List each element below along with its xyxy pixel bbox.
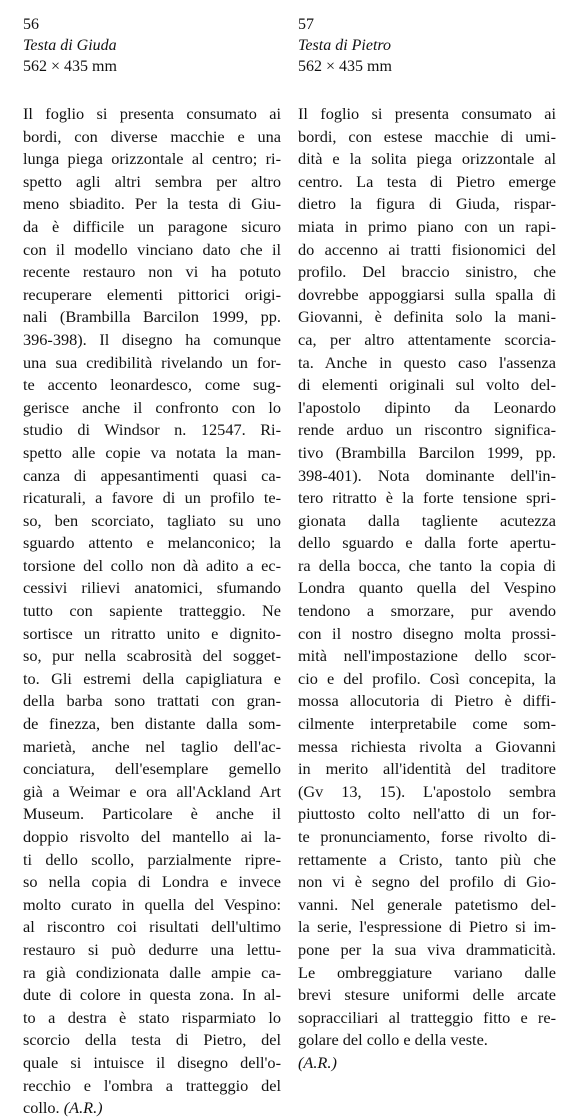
body-line-text: cessivi rilievi anatomici, sfumando xyxy=(23,578,281,598)
body-line xyxy=(298,939,556,962)
body-line-text: rettamente a Cristo, tanto più che xyxy=(298,849,556,869)
body-line xyxy=(23,871,281,894)
body-line xyxy=(298,284,556,307)
body-line-text: do accenno ai tratti fisionomici del xyxy=(298,239,556,259)
body-line-text: ti dello scollo, parzialmente ripre- xyxy=(23,849,281,869)
body-line-text: tutto con sapiente tratteggio. Ne xyxy=(23,601,281,621)
body-line xyxy=(298,713,556,736)
body-line xyxy=(298,1052,556,1075)
entry-title: Testa di Giuda xyxy=(23,37,117,54)
body-line-text: so, pur nella scabrosità del sogget- xyxy=(23,646,281,666)
body-line-text: pone per la sua viva drammaticità. xyxy=(298,939,556,959)
body-line-text: ta. Anche in questo caso l'assenza xyxy=(298,352,556,372)
body-line xyxy=(298,442,556,465)
body-line xyxy=(298,193,556,216)
body-line-text: con il nostro disegno molta prossi- xyxy=(298,623,556,643)
body-line xyxy=(298,984,556,1007)
body-line-text: ricaturali, a favore di un profilo te- xyxy=(23,488,281,508)
body-line xyxy=(23,668,281,691)
body-line-text: centro. La testa di Pietro emerge xyxy=(298,171,556,191)
body-line-text: l'apostolo dipinto da Leonardo xyxy=(298,397,556,417)
catalog-entry-56 xyxy=(23,14,281,1120)
body-line-text: di elementi originali sul volto del- xyxy=(298,375,556,395)
body-line xyxy=(23,645,281,668)
body-line-text: recuperare elementi pittorici origi- xyxy=(23,284,281,304)
body-line xyxy=(298,645,556,668)
body-line xyxy=(298,171,556,194)
body-line-text: una sua credibilità rivelando un for- xyxy=(23,352,281,372)
body-line xyxy=(298,239,556,262)
body-line xyxy=(298,668,556,691)
body-line xyxy=(23,126,281,149)
body-line-text: to. Gli estremi della capigliatura e xyxy=(23,668,281,688)
body-line-text: dute di colore in questa zona. In al- xyxy=(23,985,281,1005)
body-line-text: non vi è segno del profilo di Gio- xyxy=(298,872,556,892)
body-line-text: la serie, l'espressione di Pietro si im- xyxy=(298,917,556,937)
body-line-text: bordi, con estese macchie di umi- xyxy=(298,126,556,146)
body-line-text: vanni. Nel generale patetismo del- xyxy=(298,894,556,914)
catalog-entry-57 xyxy=(298,14,556,1075)
body-line xyxy=(23,148,281,171)
body-line xyxy=(23,261,281,284)
body-line-text: sortisce un ritratto unito e dignito- xyxy=(23,623,281,643)
entry-title: Testa di Pietro xyxy=(298,37,392,54)
body-line xyxy=(298,781,556,804)
entry-body xyxy=(23,103,281,1120)
body-line xyxy=(23,1075,281,1098)
body-line xyxy=(298,419,556,442)
body-line xyxy=(298,126,556,149)
body-line xyxy=(23,758,281,781)
body-line xyxy=(298,849,556,872)
body-line-text: quale si intuisce il disegno dell'o- xyxy=(23,1052,281,1072)
body-line xyxy=(23,284,281,307)
body-line xyxy=(23,916,281,939)
body-line xyxy=(23,532,281,555)
body-line-text: profilo. Del braccio sinistro, che xyxy=(298,262,556,282)
body-line-text: 398-401). Nota dominante dell'in- xyxy=(298,465,556,485)
body-line xyxy=(23,962,281,985)
body-line xyxy=(298,306,556,329)
body-line xyxy=(23,487,281,510)
body-line xyxy=(298,600,556,623)
entry-header xyxy=(298,14,556,77)
body-line xyxy=(23,894,281,917)
body-line-text: della barba sono trattati con gran- xyxy=(23,691,281,711)
body-line-text: Il foglio si presenta consumato ai xyxy=(23,104,281,123)
body-line xyxy=(23,1007,281,1030)
body-line xyxy=(298,871,556,894)
body-line-text: conciatura, dell'esemplare gemello xyxy=(23,759,281,779)
body-line xyxy=(298,374,556,397)
body-line xyxy=(298,623,556,646)
body-line-text: ca, per altro attentamente scorcia- xyxy=(298,329,556,349)
body-line xyxy=(298,397,556,420)
body-line-text: mossa allocutoria di Pietro è diffi- xyxy=(298,691,556,711)
body-line-text: bordi, con diverse macchie e una xyxy=(23,126,281,146)
body-line-text: spetto alle copie va notata la man- xyxy=(23,442,281,462)
body-line xyxy=(23,1029,281,1052)
body-line xyxy=(23,713,281,736)
body-line xyxy=(298,487,556,510)
body-line xyxy=(298,894,556,917)
body-line-text: marietà, anche nel taglio dell'ac- xyxy=(23,736,281,756)
body-line-text: dità e la solita piega orizzontale al xyxy=(298,149,556,169)
body-line-text: dietro la figura di Giuda, rispar- xyxy=(298,194,556,214)
body-line xyxy=(23,171,281,194)
body-line-text: mità nell'impostazione dello scor- xyxy=(298,646,556,666)
body-line-text: gionata dalla tagliente acutezza xyxy=(298,510,556,530)
body-line xyxy=(23,826,281,849)
body-line xyxy=(298,329,556,352)
body-line xyxy=(23,623,281,646)
body-line-text: recchio e l'ombra a tratteggio del xyxy=(23,1075,281,1095)
body-line-text: gerisce anche il confronto con lo xyxy=(23,397,281,417)
body-line xyxy=(23,803,281,826)
entry-number: 56 xyxy=(23,16,39,33)
body-line-text: de finezza, ben distante dalla som- xyxy=(23,714,281,734)
body-line xyxy=(298,916,556,939)
body-line xyxy=(23,939,281,962)
body-line-text: golare del collo e della veste. xyxy=(298,1030,488,1050)
body-line-text: piuttosto colto nell'atto di un for- xyxy=(298,804,556,824)
body-line xyxy=(23,329,281,352)
author-initials: (A.R.) xyxy=(298,1052,337,1072)
body-line-text: so nella copia di Londra e invece xyxy=(23,872,281,892)
body-line-text: già a Weimar e ora all'Ackland Art xyxy=(23,781,281,801)
body-line-text: miata in primo piano con un rapi- xyxy=(298,216,556,236)
body-line xyxy=(298,555,556,578)
body-line-text: dovrebbe appoggiarsi sulla spalla di xyxy=(298,284,556,304)
body-line-text: cio e del profilo. Così concepita, la xyxy=(298,668,556,688)
body-line xyxy=(23,103,281,126)
body-line xyxy=(23,419,281,442)
entry-number: 57 xyxy=(298,16,314,33)
body-line-text: cilmente interpretabile come som- xyxy=(298,714,556,734)
body-line-text: con il modello vinciano dato che il xyxy=(23,239,281,259)
body-line-text: tero ritratto è la forte tensione spri- xyxy=(298,488,556,508)
entry-header xyxy=(23,14,281,77)
body-line xyxy=(23,239,281,262)
body-line-text: Il foglio si presenta consumato ai xyxy=(298,104,556,123)
body-line-text: collo. xyxy=(23,1098,60,1118)
body-line xyxy=(298,736,556,759)
body-line-text: sguardo attento e melanconico; la xyxy=(23,533,281,553)
entry-body xyxy=(298,103,556,1075)
body-line-text: restauro si può dedurre una lettu- xyxy=(23,939,281,959)
body-line-text: nali (Brambilla Barcilon 1999, pp. xyxy=(23,307,281,327)
body-line xyxy=(23,397,281,420)
body-line xyxy=(23,510,281,533)
body-line xyxy=(298,148,556,171)
body-line xyxy=(23,216,281,239)
body-line-text: to a destra è stato risparmiato lo xyxy=(23,1007,281,1027)
entry-dimensions: 562 × 435 mm xyxy=(23,58,117,75)
body-line-text: Giovanni, è definita solo la mani- xyxy=(298,307,556,327)
body-line-text: ra già condizionata dalle ampie ca- xyxy=(23,962,281,982)
body-line xyxy=(23,193,281,216)
body-line xyxy=(23,306,281,329)
body-line-text: meno sbiadito. Per la testa di Giu- xyxy=(23,194,281,214)
body-line-text: studio di Windsor n. 12547. Ri- xyxy=(23,420,281,440)
body-line-text: Londra quanto quella del Vespino xyxy=(298,578,556,598)
body-line xyxy=(298,1029,556,1052)
body-line xyxy=(298,261,556,284)
body-line xyxy=(298,803,556,826)
body-line-text: (Gv 13, 15). L'apostolo sembra xyxy=(298,781,556,801)
body-line xyxy=(23,1052,281,1075)
body-line xyxy=(298,690,556,713)
body-line-text: spetto agli altri sembra per altro xyxy=(23,171,281,191)
body-line-text: tivo (Brambilla Barcilon 1999, pp. xyxy=(298,442,556,462)
body-line xyxy=(298,352,556,375)
body-line xyxy=(298,216,556,239)
body-line-text: canza di appesantimenti quasi ca- xyxy=(23,465,281,485)
body-line-text: sopracciliari al tratteggio fitto e re- xyxy=(298,1007,556,1027)
body-line-text: te pronunciamento, forse rivolto di- xyxy=(298,827,556,846)
body-line-text: so, ben scorciato, tagliato su uno xyxy=(23,510,281,530)
body-line xyxy=(23,984,281,1007)
body-line xyxy=(23,352,281,375)
body-line-text: messa richiesta rivolta a Giovanni xyxy=(298,736,556,756)
body-line xyxy=(298,103,556,126)
body-line-text: recente restauro non vi ha potuto xyxy=(23,262,281,282)
body-line-text: torsione del collo non dà adito a ec- xyxy=(23,555,281,575)
body-line-text: brevi stesure uniformi delle arcate xyxy=(298,985,556,1005)
body-line xyxy=(298,510,556,533)
body-line xyxy=(23,442,281,465)
body-line-text: dello sguardo e dalla forte apertu- xyxy=(298,533,556,553)
body-line-text: in merito all'identità del traditore xyxy=(298,759,556,779)
body-line-text: tendono a smorzare, pur avendo xyxy=(298,601,556,621)
body-line xyxy=(23,600,281,623)
body-line-text: ra della bocca, che tanto la copia di xyxy=(298,555,556,575)
body-line xyxy=(298,465,556,488)
body-line xyxy=(23,1097,281,1120)
body-line-text: Museum. Particolare è anche il xyxy=(23,804,281,824)
body-line xyxy=(23,374,281,397)
body-line-text: doppio risvolto del mantello ai la- xyxy=(23,827,281,846)
body-line-text: al riscontro coi risultati dell'ultimo xyxy=(23,917,281,937)
body-line xyxy=(23,465,281,488)
body-line xyxy=(23,736,281,759)
body-line xyxy=(23,577,281,600)
body-line xyxy=(298,962,556,985)
body-line xyxy=(298,758,556,781)
body-line-text: te accento leonardesco, come sug- xyxy=(23,375,281,395)
body-line-text: rende arduo un riscontro significa- xyxy=(298,420,556,440)
body-line xyxy=(298,826,556,849)
body-line-text: da è difficile un paragone sicuro xyxy=(23,216,281,236)
body-line xyxy=(298,532,556,555)
body-line-text: scorcio della testa di Pietro, del xyxy=(23,1030,281,1050)
author-initials: (A.R.) xyxy=(63,1098,103,1118)
body-line xyxy=(23,781,281,804)
body-line-text: lunga piega orizzontale al centro; ri- xyxy=(23,149,281,169)
body-line-text: molto curato in quella del Vespino: xyxy=(23,894,281,914)
body-line xyxy=(298,1007,556,1030)
body-line-text: 396-398). Il disegno ha comunque xyxy=(23,329,281,349)
entry-dimensions: 562 × 435 mm xyxy=(298,58,392,75)
body-line xyxy=(23,555,281,578)
body-line xyxy=(23,690,281,713)
body-line xyxy=(23,849,281,872)
body-line-text: Le ombreggiature variano dalle xyxy=(298,962,556,982)
body-line xyxy=(298,577,556,600)
